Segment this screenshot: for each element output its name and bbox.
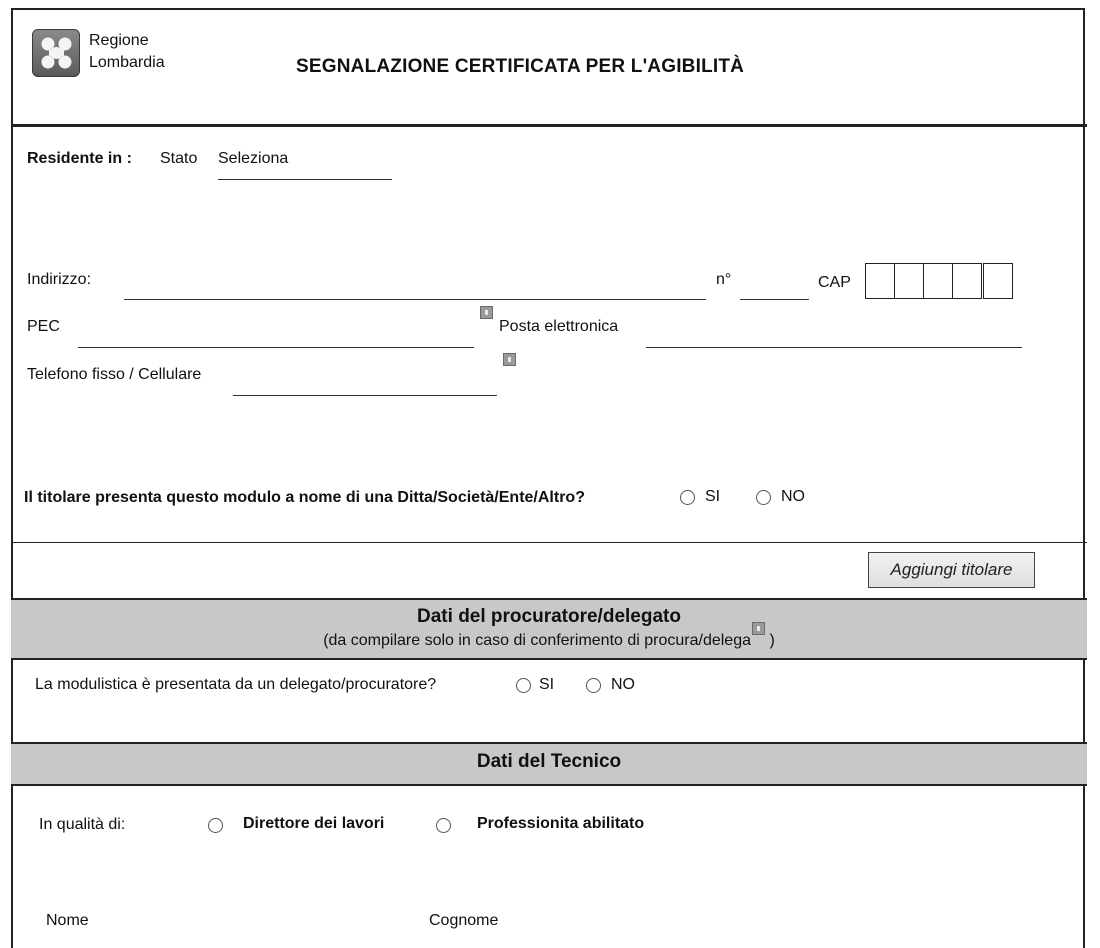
procuratore-no-radio-icon[interactable] (586, 678, 601, 693)
logo-text-lombardia: Lombardia (89, 54, 165, 71)
professionista-label: Professionita abilitato (477, 815, 645, 832)
phone-input[interactable] (233, 395, 497, 396)
info-icon[interactable] (480, 306, 493, 319)
numero-input[interactable] (740, 299, 809, 300)
procuratore-subtitle (11, 632, 1087, 650)
logo-text-regione: Regione (89, 32, 149, 49)
cognome-label: Cognome (429, 912, 499, 929)
titolare-question: Il titolare presenta questo modulo a nome di una Ditta/Società/Ente/Altro? (24, 489, 585, 506)
professionista-radio-icon[interactable] (436, 818, 451, 833)
email-input[interactable] (646, 347, 1022, 348)
procuratore-title: Dati del procuratore/delegato (417, 606, 681, 627)
procuratore-yes-label: SI (539, 676, 555, 693)
cap-digit-5[interactable] (983, 263, 1013, 299)
cap-label: CAP (818, 274, 851, 291)
direttore-radio-icon[interactable] (208, 818, 223, 833)
cap-digit-2[interactable] (894, 263, 924, 299)
cap-digit-3[interactable] (923, 263, 953, 299)
direttore-label: Direttore dei lavori (243, 815, 385, 832)
titolare-yes-label: SI (705, 488, 721, 505)
info-icon[interactable] (752, 622, 765, 635)
titolare-yes-radio-icon[interactable] (680, 490, 695, 505)
cap-digit-4[interactable] (952, 263, 982, 299)
header-divider (11, 124, 1087, 127)
stato-select-underline (218, 179, 392, 180)
pec-input[interactable] (78, 347, 474, 348)
indirizzo-label: Indirizzo: (27, 271, 92, 288)
numero-label: n° (716, 271, 732, 288)
stato-select[interactable]: Seleziona (218, 150, 289, 167)
titolare-no-radio-icon[interactable] (756, 490, 771, 505)
procuratore-no-label: NO (611, 676, 635, 693)
stato-label: Stato (160, 150, 198, 167)
titolare-no-label: NO (781, 488, 805, 505)
nome-label: Nome (46, 912, 89, 929)
tecnico-section-header (11, 742, 1087, 786)
procuratore-question: La modulistica è presentata da un delegato/procuratore? (35, 676, 437, 693)
indirizzo-input[interactable] (124, 299, 706, 300)
regione-lombardia-logo-icon (32, 29, 80, 77)
procuratore-subtitle-close: ) (769, 632, 775, 649)
tecnico-title: Dati del Tecnico (476, 751, 622, 772)
form-frame (11, 8, 1085, 948)
phone-label: Telefono fisso / Cellulare (27, 366, 202, 383)
add-titolare-button[interactable]: Aggiungi titolare (868, 552, 1035, 588)
pec-label: PEC (27, 318, 60, 335)
residente-label: Residente in : (27, 150, 132, 167)
procuratore-section-header (11, 598, 1087, 660)
logo-glyph-icon (33, 30, 79, 76)
procuratore-yes-radio-icon[interactable] (516, 678, 531, 693)
info-icon[interactable] (503, 353, 516, 366)
section-divider (11, 542, 1087, 543)
page-title: SEGNALAZIONE CERTIFICATA PER L'AGIBILITÀ (296, 56, 745, 77)
qualita-label: In qualità di: (39, 816, 126, 833)
procuratore-subtitle-text: (da compilare solo in caso di conferimento di procura/delega (323, 632, 751, 649)
email-label: Posta elettronica (499, 318, 619, 335)
cap-digit-1[interactable] (865, 263, 895, 299)
